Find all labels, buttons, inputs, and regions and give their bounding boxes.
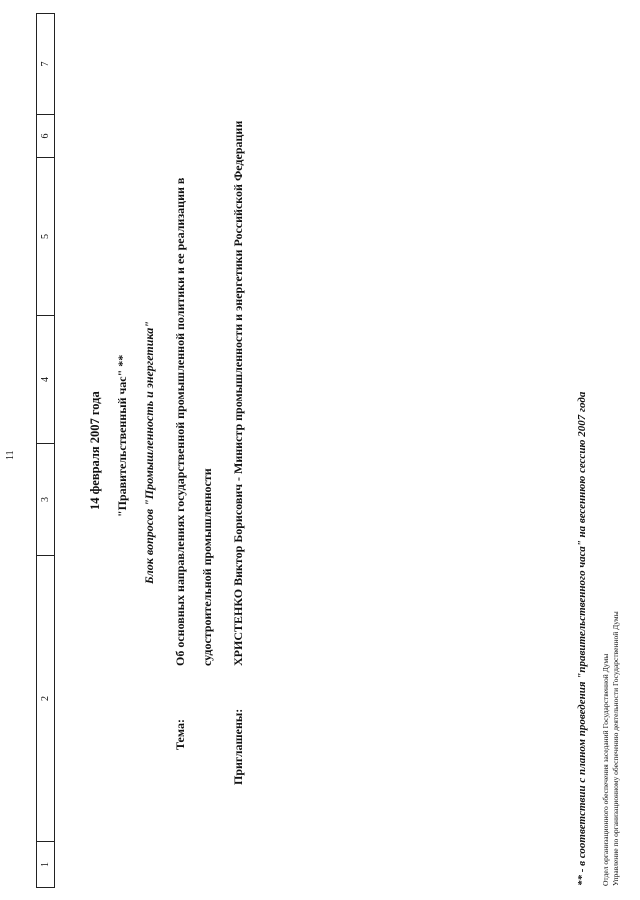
block-title: Блок вопросов "Промышленность и энергетика" bbox=[142, 321, 156, 584]
column-number-header bbox=[36, 13, 55, 888]
column-number: 5 bbox=[37, 157, 54, 315]
invited-person: ХРИСТЕНКО Виктор Борисович - Министр промышленности и энергетики Российской Федерации bbox=[231, 120, 245, 666]
column-number: 3 bbox=[37, 443, 54, 555]
theme-label: Тема: bbox=[173, 719, 187, 750]
column-number: 4 bbox=[37, 315, 54, 443]
column-number: 2 bbox=[37, 555, 54, 841]
column-number: 1 bbox=[37, 841, 54, 887]
column-number: 6 bbox=[37, 114, 54, 157]
session-title: "Правительственный час" ** bbox=[115, 354, 129, 517]
column-number: 7 bbox=[40, 61, 51, 67]
session-date: 14 февраля 2007 года bbox=[88, 391, 102, 510]
theme-text-continued: судостроительной промышленности bbox=[200, 468, 214, 666]
page-number: 11 bbox=[5, 450, 16, 460]
directorate-line: Управление по организационному обеспечению деятельности Государственной Думы bbox=[611, 611, 620, 886]
theme-text: Об основных направлениях государственной промышленной политики и ее реализации в bbox=[173, 177, 187, 666]
footnote: ** - в соответствии с планом проведения "правительственного часа" на весеннюю сессию 2007 года bbox=[576, 391, 588, 886]
invited-label: Приглашены: bbox=[231, 708, 245, 785]
department-line: Отдел организационного обеспечения заседаний Государственной Думы bbox=[601, 653, 610, 886]
